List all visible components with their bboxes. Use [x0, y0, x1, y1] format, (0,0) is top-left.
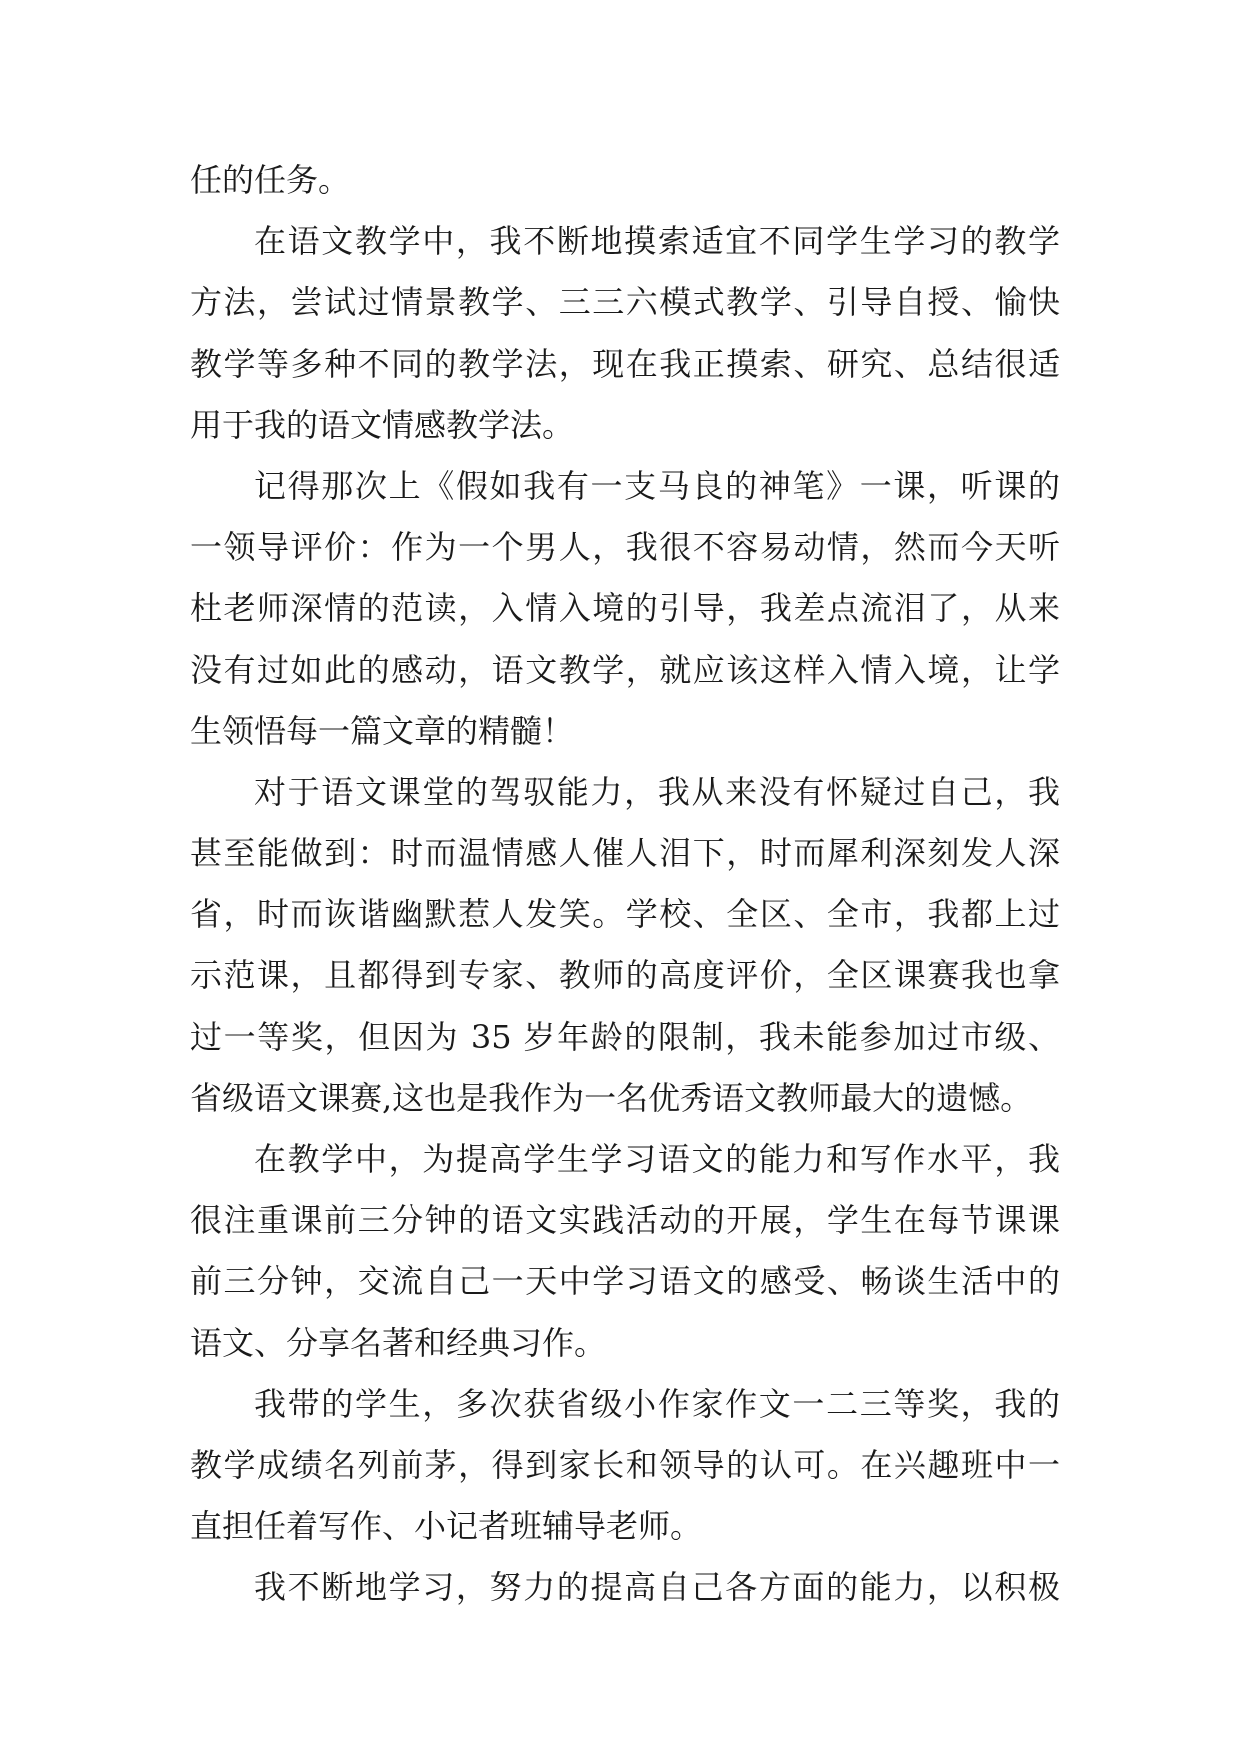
text-line: 用于我的语文情感教学法。: [190, 405, 575, 444]
paragraph: [190, 762, 1060, 1129]
paragraph: [190, 1374, 1060, 1558]
text-line: 语文、分享名著和经典习作。: [190, 1323, 607, 1362]
text-line: 省级语文课赛,这也是我作为一名优秀语文教师最大的遗憾。: [190, 1078, 1033, 1117]
document-body: [190, 150, 1060, 1619]
text-line: 在语文教学中，我不断地摸索适宜不同学生学习的教学: [254, 222, 1060, 261]
text-line: 甚至能做到：时而温情感人催人泪下，时而犀利深刻发人深: [190, 834, 1060, 873]
text-line: 我带的学生，多次获省级小作家作文一二三等奖，我的: [254, 1384, 1060, 1423]
text-line: 省，时而诙谐幽默惹人发笑。学校、全区、全市，我都上过: [190, 895, 1060, 934]
text-line: 任的任务。: [190, 161, 351, 199]
text-line: 一领导评价：作为一个男人，我很不容易动情，然而今天听: [190, 528, 1060, 567]
text-line: 在教学中，为提高学生学习语文的能力和写作水平，我: [254, 1140, 1060, 1178]
paragraph: [190, 1557, 1060, 1618]
text-line: 对于语文课堂的驾驭能力，我从来没有怀疑过自己，我: [254, 772, 1060, 811]
text-line: 记得那次上《假如我有一支马良的神笔》一课，听课的: [254, 466, 1060, 505]
paragraph: [190, 456, 1060, 762]
paragraph: [190, 1129, 1060, 1374]
text-line: 生领悟每一篇文章的精髓！: [190, 711, 575, 750]
text-line: 没有过如此的感动，语文教学，就应该这样入情入境，让学: [190, 650, 1060, 689]
text-line: 前三分钟，交流自己一天中学习语文的感受、畅谈生活中的: [190, 1262, 1060, 1301]
text-line: 教学成绩名列前茅，得到家长和领导的认可。在兴趣班中一: [190, 1445, 1060, 1484]
text-line: 方法，尝试过情景教学、三三六模式教学、引导自授、愉快: [190, 283, 1060, 322]
text-line: 直担任着写作、小记者班辅导老师。: [190, 1507, 703, 1546]
text-line: 示范课，且都得到专家、教师的高度评价，全区课赛我也拿: [190, 956, 1060, 995]
paragraph: [190, 211, 1060, 456]
text-line: 过一等奖，但因为 35 岁年龄的限制，我未能参加过市级、: [190, 1017, 1060, 1056]
text-line: 我不断地学习，努力的提高自己各方面的能力，以积极: [254, 1568, 1060, 1607]
text-line: 教学等多种不同的教学法，现在我正摸索、研究、总结很适: [190, 344, 1060, 383]
text-line: 很注重课前三分钟的语文实践活动的开展，学生在每节课课: [190, 1201, 1060, 1240]
text-line: 杜老师深情的范读，入情入境的引导，我差点流泪了，从来: [190, 589, 1060, 628]
paragraph: [190, 150, 1060, 211]
